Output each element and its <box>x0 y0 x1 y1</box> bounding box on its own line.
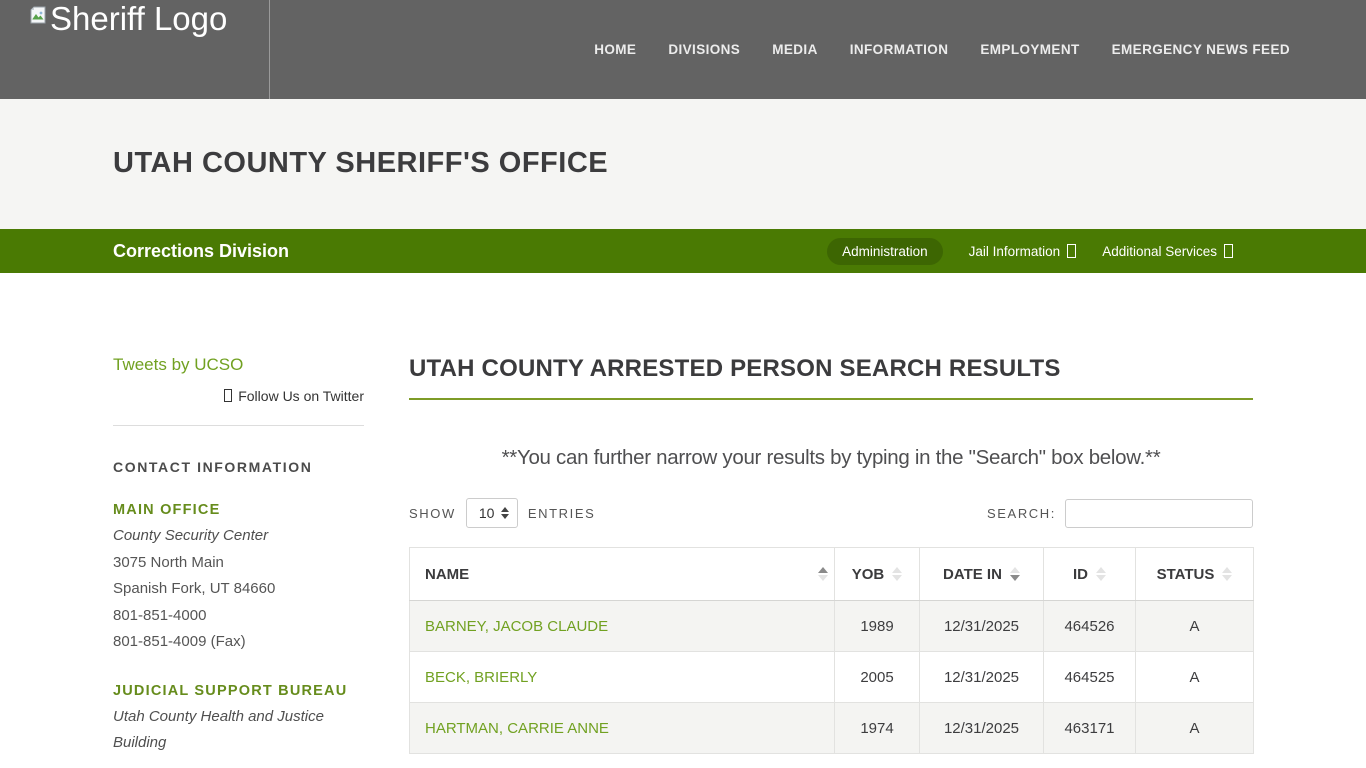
division-menu <box>827 238 1233 265</box>
narrow-results-note: **You can further narrow your results by typing in the "Search" box below.** <box>501 446 1161 469</box>
menu-administration-label: Administration <box>842 243 928 259</box>
cell-name <box>410 601 835 652</box>
title-band <box>0 99 1366 229</box>
table-controls <box>409 498 1253 528</box>
sort-desc-icon <box>1010 567 1020 581</box>
search-group <box>987 499 1253 528</box>
entries-select[interactable] <box>466 498 518 528</box>
menu-additional-services-label: Additional Services <box>1102 243 1217 259</box>
cell-yob: 2005 <box>835 652 920 703</box>
arrested-person-link[interactable]: HARTMAN, CARRIE ANNE <box>425 719 609 737</box>
select-arrows-icon <box>501 507 509 519</box>
contact-information-heading: CONTACT INFORMATION <box>113 459 313 475</box>
nav-media[interactable]: MEDIA <box>772 42 818 57</box>
broken-image-icon <box>30 6 46 24</box>
tofu-box-icon <box>1224 244 1233 258</box>
column-label: NAME <box>425 565 470 583</box>
office-line: 801-851-4000 <box>113 606 207 624</box>
nav-emergency-news-feed[interactable]: EMERGENCY NEWS FEED <box>1111 42 1290 57</box>
table-row <box>410 703 1254 754</box>
nav-divisions[interactable]: DIVISIONS <box>668 42 741 57</box>
cell-name <box>410 703 835 754</box>
site-title: UTAH COUNTY SHERIFF'S OFFICE <box>113 147 609 179</box>
search-input[interactable] <box>1065 499 1253 528</box>
column-header-name[interactable] <box>410 548 835 601</box>
main-office-heading: MAIN OFFICE <box>113 502 221 518</box>
sort-both-icon <box>1096 567 1106 581</box>
menu-administration[interactable] <box>827 238 943 265</box>
judicial-support-bureau-heading: JUDICIAL SUPPORT BUREAU <box>113 682 348 699</box>
arrested-person-link[interactable]: BECK, BRIERLY <box>425 668 538 686</box>
division-title: Corrections Division <box>113 240 290 261</box>
results-table <box>409 547 1254 754</box>
logo-alt-text: Sheriff Logo <box>50 0 228 37</box>
nav-home[interactable]: HOME <box>594 42 637 57</box>
division-bar <box>0 229 1366 273</box>
cell-yob: 1989 <box>835 601 920 652</box>
tofu-box-icon <box>224 389 232 402</box>
column-label: DATE IN <box>943 565 1002 583</box>
column-header-id[interactable] <box>1044 548 1136 601</box>
sidebar-divider <box>113 425 364 426</box>
column-label: STATUS <box>1156 565 1215 583</box>
cell-yob: 1974 <box>835 703 920 754</box>
show-entries-group <box>409 498 595 528</box>
table-header-row <box>410 548 1254 601</box>
column-label: ID <box>1073 565 1088 583</box>
sort-asc-icon <box>818 567 828 581</box>
cell-date-in: 12/31/2025 <box>920 601 1044 652</box>
content <box>0 273 1366 757</box>
main-panel <box>409 355 1253 757</box>
follow-label: Follow Us on Twitter <box>238 388 364 404</box>
tweets-by-ucso-link[interactable]: Tweets by UCSO <box>113 355 244 374</box>
cell-date-in: 12/31/2025 <box>920 652 1044 703</box>
sort-both-icon <box>1222 567 1232 581</box>
column-header-yob[interactable] <box>835 548 920 601</box>
menu-jail-information[interactable] <box>969 244 1077 259</box>
cell-name <box>410 652 835 703</box>
office-line: 3075 North Main <box>113 553 224 571</box>
search-label: SEARCH: <box>987 505 1056 521</box>
results-title: UTAH COUNTY ARRESTED PERSON SEARCH RESULTS <box>409 355 1253 400</box>
nav-information[interactable]: INFORMATION <box>849 42 949 57</box>
menu-additional-services[interactable] <box>1102 244 1233 259</box>
entries-select-value: 10 <box>478 505 495 521</box>
column-header-status[interactable] <box>1136 548 1254 601</box>
sidebar <box>113 355 364 757</box>
site-header <box>0 0 1366 99</box>
column-label: YOB <box>851 565 885 583</box>
column-header-date-in[interactable] <box>920 548 1044 601</box>
office-line: County Security Center <box>113 527 269 544</box>
office-line: Utah County Health and Justice Building <box>113 707 324 751</box>
follow-row <box>113 388 364 404</box>
cell-status: A <box>1136 703 1254 754</box>
cell-id: 464525 <box>1044 652 1136 703</box>
cell-id: 464526 <box>1044 601 1136 652</box>
entries-label: ENTRIES <box>527 505 596 521</box>
cell-status: A <box>1136 652 1254 703</box>
arrested-person-link[interactable]: BARNEY, JACOB CLAUDE <box>425 617 609 635</box>
office-line: 801-851-4009 (Fax) <box>113 633 246 650</box>
cell-id: 463171 <box>1044 703 1136 754</box>
cell-date-in: 12/31/2025 <box>920 703 1044 754</box>
nav-employment[interactable]: EMPLOYMENT <box>980 42 1080 57</box>
office-line: Spanish Fork, UT 84660 <box>113 580 276 597</box>
cell-status: A <box>1136 601 1254 652</box>
menu-jail-information-label: Jail Information <box>968 243 1061 259</box>
logo-area[interactable] <box>0 0 270 99</box>
show-label: SHOW <box>409 505 456 521</box>
sort-both-icon <box>892 567 902 581</box>
follow-us-on-twitter-link[interactable] <box>224 388 364 404</box>
tofu-box-icon <box>1067 244 1076 258</box>
top-nav <box>562 0 1290 99</box>
table-row <box>410 652 1254 703</box>
table-row <box>410 601 1254 652</box>
